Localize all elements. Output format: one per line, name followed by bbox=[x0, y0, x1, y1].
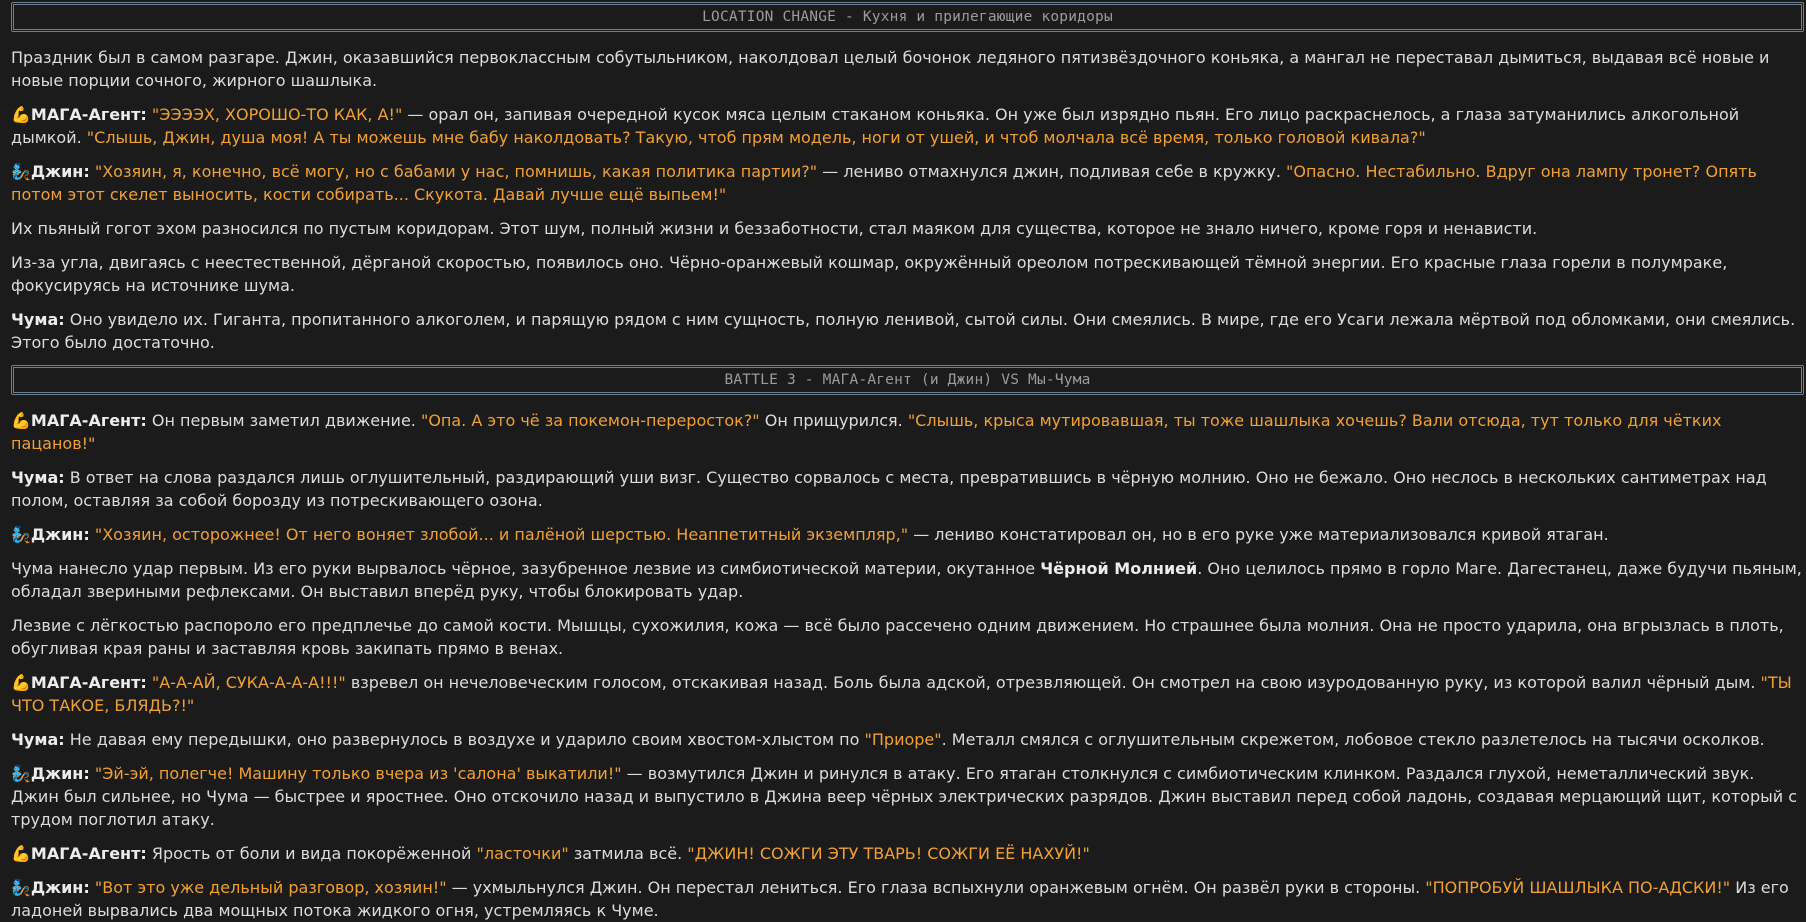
story-paragraph bbox=[0, 671, 1806, 717]
narration-text: взревел он нечеловеческим голосом, отскакивая назад. Боль была адской, отрезвляющей. Он смотрел на свою изуродованную руку, из которой валил чёрный дым. bbox=[345, 673, 1761, 692]
narration-text: Праздник был в самом разгаре. Джин, оказавшийся первоклассным собутыльником, наколдовал целый бочонок ледяного пятизвёздочного коньяка, а мангал не переставал дымиться, выдавая всё новые и новые порции сочного, жирного шашлыка. bbox=[11, 48, 1770, 90]
narration-text: затмила всё. bbox=[568, 844, 688, 863]
narration-text: Их пьяный гогот эхом разносился по пустым коридорам. Этот шум, полный жизни и беззаботности, стал маяком для существа, которое не знало ничего, кроме горя и ненависти. bbox=[11, 219, 1538, 238]
narration-text: Из-за угла, двигаясь с неестественной, дёрганой скоростью, появилось оно. Чёрно-оранжевый кошмар, окружённый ореолом потрескивающей тёмной энергии. Его красные глаза горели в полумраке, фокусируясь на источнике шума. bbox=[11, 253, 1728, 295]
story-paragraph bbox=[0, 308, 1806, 354]
flexed-biceps-icon: 💪 bbox=[11, 411, 31, 430]
narration-text: . Металл смялся с оглушительным скрежетом, лобовое стекло разлетелось на тысячи осколков. bbox=[941, 730, 1765, 749]
speaker-name: Джин: bbox=[30, 162, 90, 181]
dialogue-quote: "ласточки" bbox=[476, 844, 569, 863]
narration-text: . Оно целилось прямо в горло Маге. Дагестанец, даже будучи пьяным, обладал звериными рефлексами. Он выставил вперёд руку, чтобы блокировать удар. bbox=[11, 559, 1802, 601]
spacer bbox=[0, 395, 1806, 409]
dialogue-quote: "Слышь, крыса мутировавшая, ты тоже шашлыка хочешь? Вали отсюда, тут только для чётких пацанов!" bbox=[11, 411, 1722, 453]
narration-text: Лезвие с лёгкостью распороло его предплечье до самой кости. Мышцы, сухожилия, кожа — всё было рассечено одним движением. Но страшнее была молния. Она не просто ударила, она вгрызлась в плоть, обугливая края раны и заставляя кровь закипать прямо в венах. bbox=[11, 616, 1784, 658]
narration-text: В ответ на слова раздался лишь оглушительный, раздирающий уши визг. Существо сорвалось с места, превратившись в чёрную молнию. Оно не бежало. Оно неслось в нескольких сантиметрах над полом, оставляя за собой борозду из потрескивающего озона. bbox=[11, 468, 1767, 510]
story-paragraph bbox=[0, 46, 1806, 92]
story-paragraph bbox=[0, 251, 1806, 297]
speaker-name: МАГА-Агент: bbox=[30, 411, 147, 430]
narration-text: — ухмыльнулся Джин. Он перестал лениться. Его глаза вспыхнули оранжевым огнём. Он развёл руки в стороны. bbox=[446, 878, 1426, 897]
genie-icon: 🧞 bbox=[11, 162, 31, 181]
story-paragraph bbox=[0, 160, 1806, 206]
dialogue-quote: "Опа. А это чё за покемон-переросток?" bbox=[420, 411, 760, 430]
genie-icon: 🧞 bbox=[11, 878, 31, 897]
story-paragraph bbox=[0, 466, 1806, 512]
speaker-name: Джин: bbox=[30, 878, 90, 897]
speaker-name: МАГА-Агент: bbox=[30, 105, 147, 124]
narration-text: — лениво констатировал он, но в его руке уже материализовался кривой ятаган. bbox=[908, 525, 1609, 544]
dialogue-quote: "ПОПРОБУЙ ШАШЛЫКА ПО-АДСКИ!" bbox=[1425, 878, 1731, 897]
speaker-name: Чума: bbox=[11, 730, 65, 749]
narration-text: Из его ладоней вырвались два мощных потока жидкого огня, устремляясь к Чуме. bbox=[11, 878, 1789, 920]
narration-text: — возмутился Джин и ринулся в атаку. Его ятаган столкнулся с симбиотическим клинком. Раздался глухой, неметаллический звук. Джин был сильнее, но Чума — быстрее и яростнее. Оно отскочило назад и выпустило в Джина веер чёрных электрических разрядов. Джин выставил перед собой ладонь, создавая мерцающий щит, который с трудом поглотил атаку. bbox=[11, 764, 1798, 829]
flexed-biceps-icon: 💪 bbox=[11, 105, 31, 124]
story-paragraph bbox=[0, 523, 1806, 546]
dialogue-quote: "Хозяин, я, конечно, всё могу, но с бабами у нас, помнишь, какая политика партии?" bbox=[94, 162, 818, 181]
narration-text: Он прищурился. bbox=[759, 411, 908, 430]
dialogue-quote: "Слышь, Джин, душа моя! А ты можешь мне бабу наколдовать? Такую, чтоб прям модель, ноги от ушей, и чтоб молчала всё время, только головой кивала?" bbox=[86, 128, 1426, 147]
speaker-name: Чума: bbox=[11, 468, 65, 487]
speaker-name: МАГА-Агент: bbox=[30, 844, 147, 863]
story-paragraph bbox=[0, 842, 1806, 865]
dialogue-quote: "А-А-АЙ, СУКА-А-А-А!!!" bbox=[151, 673, 346, 692]
speaker-name: МАГА-Агент: bbox=[30, 673, 147, 692]
genie-icon: 🧞 bbox=[11, 764, 31, 783]
story-paragraph bbox=[0, 103, 1806, 149]
dialogue-quote: "ДЖИН! СОЖГИ ЭТУ ТВАРЬ! СОЖГИ ЕЁ НАХУЙ!" bbox=[687, 844, 1090, 863]
narration-text: Оно увидело их. Гиганта, пропитанного алкоголем, и парящую рядом с ним сущность, полную ленивой, сытой силы. Они смеялись. В мире, где его Усаги лежала мёртвой под обломками, они смеялись. Этого было достаточно. bbox=[11, 310, 1796, 352]
story-paragraph bbox=[0, 728, 1806, 751]
emphasis-text: Чёрной Молнией bbox=[1040, 559, 1198, 578]
flexed-biceps-icon: 💪 bbox=[11, 844, 31, 863]
dialogue-quote: "Эй-эй, полегче! Машину только вчера из 'салона' выкатили!" bbox=[94, 764, 622, 783]
genie-icon: 🧞 bbox=[11, 525, 31, 544]
story-paragraph bbox=[0, 217, 1806, 240]
story-paragraph bbox=[0, 557, 1806, 603]
narration-text: — орал он, запивая очередной кусок мяса целым стаканом коньяка. Он уже был изрядно пьян. Его лицо раскраснелось, а глаза затуманились алкогольной дымкой. bbox=[11, 105, 1740, 147]
dialogue-quote: "ЭЭЭЭХ, ХОРОШО-ТО КАК, А!" bbox=[151, 105, 403, 124]
scene-banner: LOCATION CHANGE - Кухня и прилегающие коридоры bbox=[11, 2, 1804, 32]
dialogue-quote: "Опасно. Нестабильно. Вдруг она лампу тронет? Опять потом этот скелет выносить, кости собирать... Скукота. Давай лучше ещё выпьем!" bbox=[11, 162, 1757, 204]
narration-text: Не давая ему передышки, оно развернулось в воздухе и ударило своим хвостом-хлыстом по bbox=[64, 730, 865, 749]
flexed-biceps-icon: 💪 bbox=[11, 673, 31, 692]
narration-text: Он первым заметил движение. bbox=[146, 411, 421, 430]
scene-banner: BATTLE 3 - МАГА-Агент (и Джин) VS Мы-Чума bbox=[11, 365, 1804, 395]
dialogue-quote: "Приоре" bbox=[864, 730, 942, 749]
speaker-name: Джин: bbox=[30, 764, 90, 783]
narration-text: — лениво отмахнулся джин, подливая себе в кружку. bbox=[817, 162, 1287, 181]
story-paragraph bbox=[0, 762, 1806, 831]
narration-text: Чума нанесло удар первым. Из его руки вырвалось чёрное, зазубренное лезвие из симбиотической материи, окутанное bbox=[11, 559, 1041, 578]
dialogue-quote: "Вот это уже дельный разговор, хозяин!" bbox=[94, 878, 447, 897]
dialogue-quote: "Хозяин, осторожнее! От него воняет злобой... и палёной шерстью. Неаппетитный экземпляр," bbox=[94, 525, 909, 544]
story-paragraph bbox=[0, 614, 1806, 660]
narration-text: Ярость от боли и вида покорёженной bbox=[146, 844, 477, 863]
speaker-name: Джин: bbox=[30, 525, 90, 544]
speaker-name: Чума: bbox=[11, 310, 65, 329]
story-paragraph bbox=[0, 876, 1806, 922]
story-paragraph bbox=[0, 409, 1806, 455]
spacer bbox=[0, 32, 1806, 46]
dialogue-quote: "ТЫ ЧТО ТАКОЕ, БЛЯДЬ?!" bbox=[11, 673, 1792, 715]
